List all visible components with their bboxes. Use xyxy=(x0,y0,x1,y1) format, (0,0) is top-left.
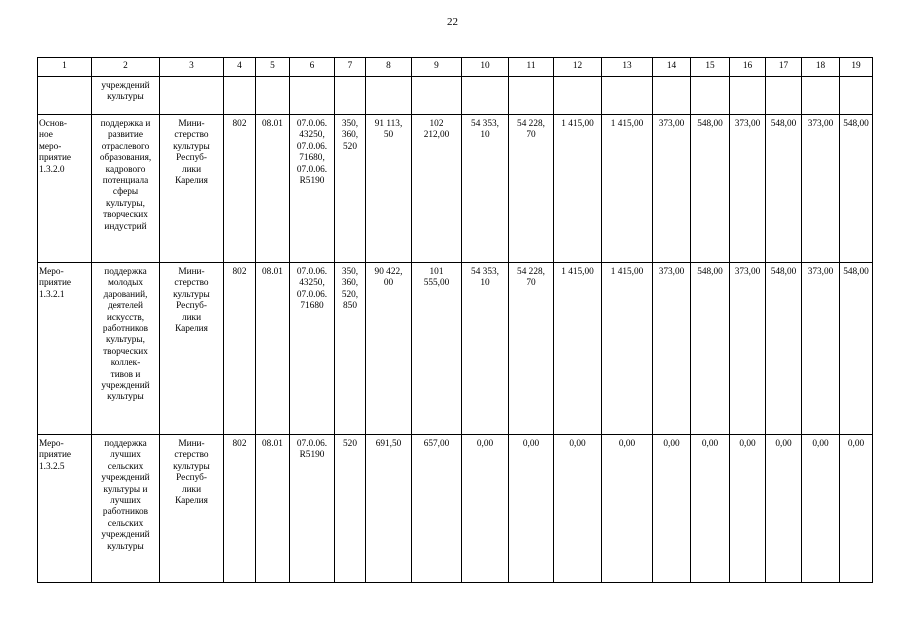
cell-value: 54 353, 10 xyxy=(462,115,509,263)
header-cell: 18 xyxy=(802,58,840,77)
cell-section: 08.01 xyxy=(256,263,290,435)
page-number: 22 xyxy=(447,16,458,28)
cell-section xyxy=(256,77,290,115)
cell-value: 548,00 xyxy=(691,263,730,435)
cell-value: 1 415,00 xyxy=(602,263,653,435)
cell-event-code: Основ- ное меро- приятие 1.3.2.0 xyxy=(38,115,92,263)
cell-event-name: поддержка лучших сельских учреждений культуры и лучших работников сельских учреждений культуры xyxy=(92,435,160,583)
cell-executor: Мини- стерство культуры Респуб- лики Карелия xyxy=(160,115,224,263)
header-cell: 8 xyxy=(366,58,412,77)
cell-value xyxy=(730,77,766,115)
cell-value: 0,00 xyxy=(766,435,802,583)
cell-value: 101 555,00 xyxy=(412,263,462,435)
table-row xyxy=(38,435,873,583)
cell-value xyxy=(462,77,509,115)
header-row xyxy=(38,58,873,77)
cell-executor: Мини- стерство культуры Респуб- лики Карелия xyxy=(160,435,224,583)
cell-grbs: 802 xyxy=(224,435,256,583)
cell-expense-type: 350, 360, 520, 850 xyxy=(335,263,366,435)
cell-target-article: 07.0.06. 43250, 07.0.06. 71680, 07.0.06. R5190 xyxy=(290,115,335,263)
cell-executor xyxy=(160,77,224,115)
budget-table xyxy=(37,57,873,583)
cell-section: 08.01 xyxy=(256,115,290,263)
cell-value: 548,00 xyxy=(766,115,802,263)
cell-value: 1 415,00 xyxy=(602,115,653,263)
cell-value xyxy=(802,77,840,115)
cell-executor: Мини- стерство культуры Респуб- лики Карелия xyxy=(160,263,224,435)
cell-value: 90 422, 00 xyxy=(366,263,412,435)
cell-value xyxy=(653,77,691,115)
header-cell: 5 xyxy=(256,58,290,77)
cell-event-code: Меро- приятие 1.3.2.1 xyxy=(38,263,92,435)
cell-grbs: 802 xyxy=(224,263,256,435)
cell-value: 0,00 xyxy=(653,435,691,583)
cell-value: 0,00 xyxy=(730,435,766,583)
cell-event-code xyxy=(38,77,92,115)
cell-value: 373,00 xyxy=(653,263,691,435)
cell-section: 08.01 xyxy=(256,435,290,583)
header-cell: 2 xyxy=(92,58,160,77)
header-cell: 10 xyxy=(462,58,509,77)
header-cell: 4 xyxy=(224,58,256,77)
cell-value: 0,00 xyxy=(509,435,554,583)
cell-value xyxy=(766,77,802,115)
cell-value: 548,00 xyxy=(840,115,873,263)
table-row xyxy=(38,115,873,263)
cell-target-article: 07.0.06. 43250, 07.0.06. 71680 xyxy=(290,263,335,435)
cell-value: 373,00 xyxy=(730,263,766,435)
cell-value: 0,00 xyxy=(602,435,653,583)
cell-expense-type: 520 xyxy=(335,435,366,583)
header-cell: 7 xyxy=(335,58,366,77)
cell-value: 373,00 xyxy=(653,115,691,263)
header-cell: 14 xyxy=(653,58,691,77)
cell-expense-type: 350, 360, 520 xyxy=(335,115,366,263)
header-cell: 11 xyxy=(509,58,554,77)
cell-value: 0,00 xyxy=(462,435,509,583)
cell-event-name: учреждений культуры xyxy=(92,77,160,115)
header-cell: 12 xyxy=(554,58,602,77)
cell-value xyxy=(554,77,602,115)
header-cell: 16 xyxy=(730,58,766,77)
header-cell: 1 xyxy=(38,58,92,77)
cell-grbs xyxy=(224,77,256,115)
cell-value: 102 212,00 xyxy=(412,115,462,263)
cell-event-name: поддержка и развитие отраслевого образования, кадрового потенциала сферы культуры, творческих индустрий xyxy=(92,115,160,263)
cell-event-name: поддержка молодых дарований, деятелей искусств, работников культуры, творческих коллек- тивов и учреждений культуры xyxy=(92,263,160,435)
cell-value: 1 415,00 xyxy=(554,263,602,435)
cell-target-article: 07.0.06. R5190 xyxy=(290,435,335,583)
cell-expense-type xyxy=(335,77,366,115)
cell-value: 54 228, 70 xyxy=(509,115,554,263)
header-cell: 3 xyxy=(160,58,224,77)
cell-value: 0,00 xyxy=(554,435,602,583)
header-cell: 13 xyxy=(602,58,653,77)
cell-value: 0,00 xyxy=(802,435,840,583)
cell-value: 373,00 xyxy=(730,115,766,263)
cell-event-code: Меро- приятие 1.3.2.5 xyxy=(38,435,92,583)
cell-value xyxy=(366,77,412,115)
cell-value: 548,00 xyxy=(840,263,873,435)
cell-value xyxy=(840,77,873,115)
cell-value xyxy=(691,77,730,115)
cell-value: 373,00 xyxy=(802,263,840,435)
cell-value xyxy=(602,77,653,115)
header-cell: 17 xyxy=(766,58,802,77)
table-row xyxy=(38,263,873,435)
cell-value: 657,00 xyxy=(412,435,462,583)
cell-value: 0,00 xyxy=(840,435,873,583)
header-cell: 15 xyxy=(691,58,730,77)
cell-value: 373,00 xyxy=(802,115,840,263)
cell-value: 691,50 xyxy=(366,435,412,583)
cell-grbs: 802 xyxy=(224,115,256,263)
cell-value: 54 228, 70 xyxy=(509,263,554,435)
cell-value: 0,00 xyxy=(691,435,730,583)
cell-value xyxy=(509,77,554,115)
cell-value: 548,00 xyxy=(691,115,730,263)
cell-value: 548,00 xyxy=(766,263,802,435)
header-cell: 6 xyxy=(290,58,335,77)
cell-value: 1 415,00 xyxy=(554,115,602,263)
header-cell: 19 xyxy=(840,58,873,77)
cell-value: 91 113, 50 xyxy=(366,115,412,263)
header-cell: 9 xyxy=(412,58,462,77)
cell-value xyxy=(412,77,462,115)
cell-value: 54 353, 10 xyxy=(462,263,509,435)
cell-target-article xyxy=(290,77,335,115)
table-row xyxy=(38,77,873,115)
